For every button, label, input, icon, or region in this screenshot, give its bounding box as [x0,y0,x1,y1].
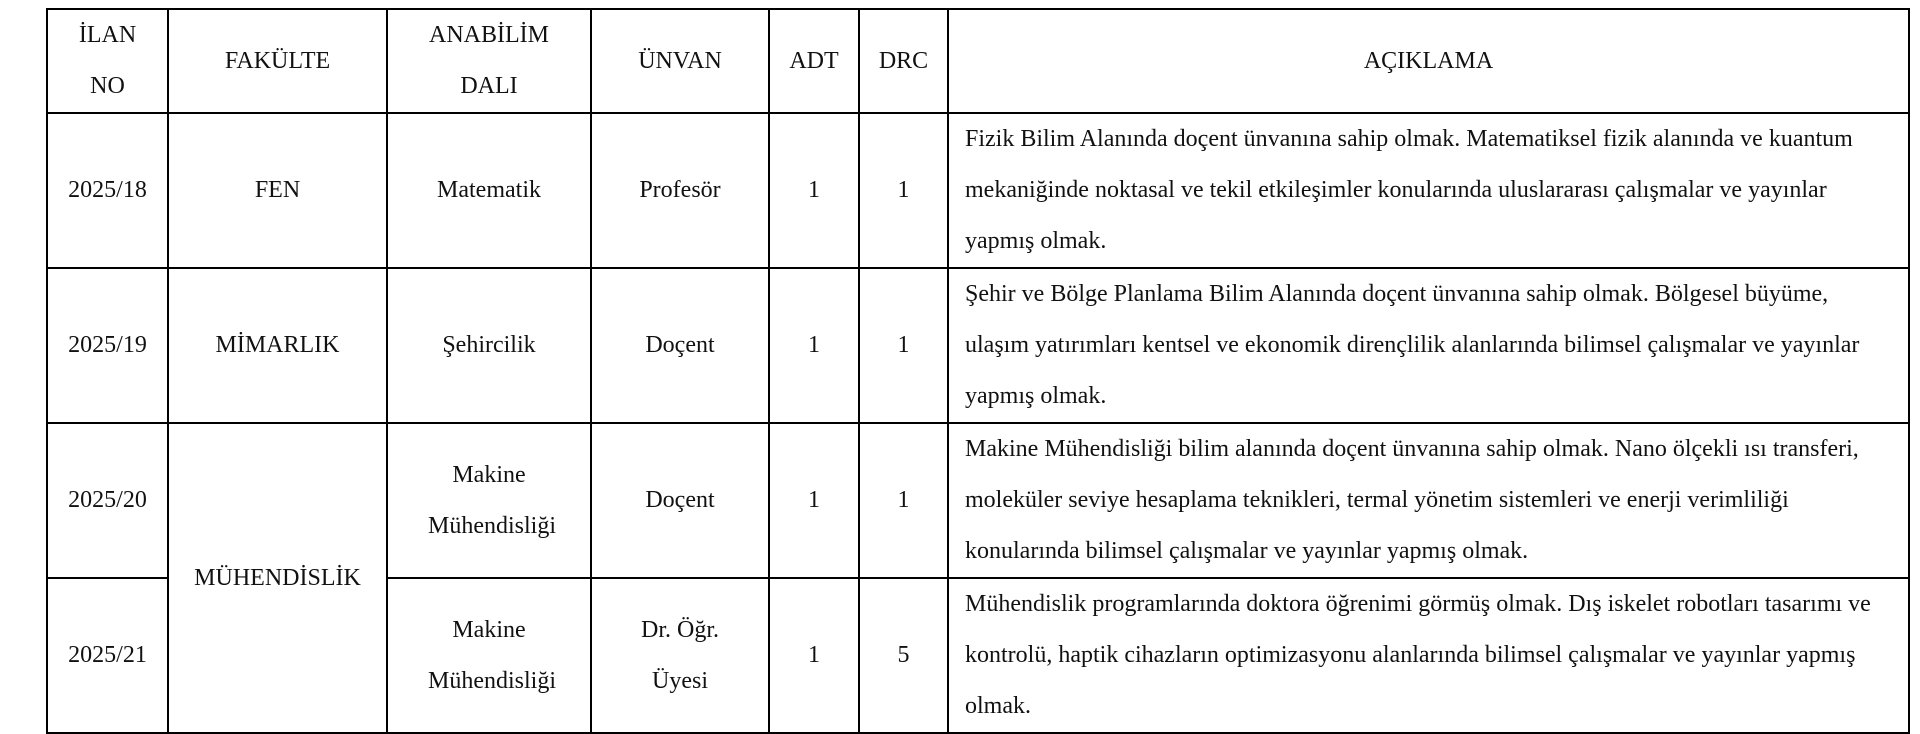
table-row [47,423,1909,578]
table-row [47,113,1909,268]
table-body [47,113,1909,733]
header-anabilim-dali-text: ANABİLİM DALI [429,22,549,99]
cell-adt: 1 [769,423,859,578]
cell-anabilim-dali [387,423,591,578]
cell-anabilim-dali [387,578,591,733]
cell-fakulte: FEN [168,113,387,268]
table-row [47,268,1909,423]
header-row [47,9,1909,113]
cell-anabilim-dali: Şehircilik [387,268,591,423]
cell-unvan: Doçent [591,423,769,578]
cell-unvan: Doçent [591,268,769,423]
cell-fakulte: MİMARLIK [168,268,387,423]
header-fakulte-text: FAKÜLTE [224,47,331,74]
cell-ilan-no: 2025/18 [47,113,168,268]
cell-unvan [591,578,769,733]
cell-anabilim-dali-text: Makine Mühendisliği [428,461,557,539]
table-header [47,9,1909,113]
cell-unvan-text: Dr. Öğr. Üyesi [641,616,719,694]
header-fakulte [168,9,387,113]
academic-positions-table [46,8,1910,734]
cell-aciklama: Fizik Bilim Alanında doçent ünvanına sahip olmak. Matematiksel fizik alanında ve kuantum mekaniğinde noktasal ve tekil etkileşimler konularında uluslararası çalışmalar ve yayınlar yapmış olmak. [948,113,1909,268]
cell-aciklama: Mühendislik programlarında doktora öğrenimi görmüş olmak. Dış iskelet robotları tasarımı ve kontrolü, haptik cihazların optimizasyonu alanlarında bilimsel çalışmalar ve yayınlar yapmış olmak. [948,578,1909,733]
header-drc [859,9,948,113]
cell-aciklama: Makine Mühendisliği bilim alanında doçent ünvanına sahip olmak. Nano ölçekli ısı transferi, moleküler seviye hesaplama teknikleri, termal yönetim sistemleri ve enerji verimliliği konularında bilimsel çalışmalar ve yayınlar yapmış olmak. [948,423,1909,578]
cell-aciklama: Şehir ve Bölge Planlama Bilim Alanında doçent ünvanına sahip olmak. Bölgesel büyüme, ulaşım yatırımları kentsel ve ekonomik dirençlilik alanlarında bilimsel çalışmalar ve yayınlar yapmış olmak. [948,268,1909,423]
header-adt [769,9,859,113]
cell-ilan-no: 2025/20 [47,423,168,578]
cell-drc: 1 [859,268,948,423]
header-ilan-no-text: İLAN NO [78,22,137,99]
announcement-sheet [46,8,1910,734]
header-anabilim-dali [387,9,591,113]
cell-anabilim-dali: Matematik [387,113,591,268]
header-drc-text: DRC [878,47,929,74]
cell-adt: 1 [769,268,859,423]
cell-unvan: Profesör [591,113,769,268]
header-adt-text: ADT [789,47,839,74]
header-ilan-no [47,9,168,113]
cell-adt: 1 [769,578,859,733]
cell-drc: 5 [859,578,948,733]
cell-adt: 1 [769,113,859,268]
cell-ilan-no: 2025/21 [47,578,168,733]
cell-anabilim-dali-text: Makine Mühendisliği [428,616,557,694]
cell-drc: 1 [859,113,948,268]
header-unvan-text: ÜNVAN [638,47,722,74]
header-unvan [591,9,769,113]
header-aciklama-text: AÇIKLAMA [1363,47,1494,74]
header-aciklama [948,9,1909,113]
cell-ilan-no: 2025/19 [47,268,168,423]
cell-drc: 1 [859,423,948,578]
cell-fakulte-merged: MÜHENDİSLİK [168,423,387,733]
